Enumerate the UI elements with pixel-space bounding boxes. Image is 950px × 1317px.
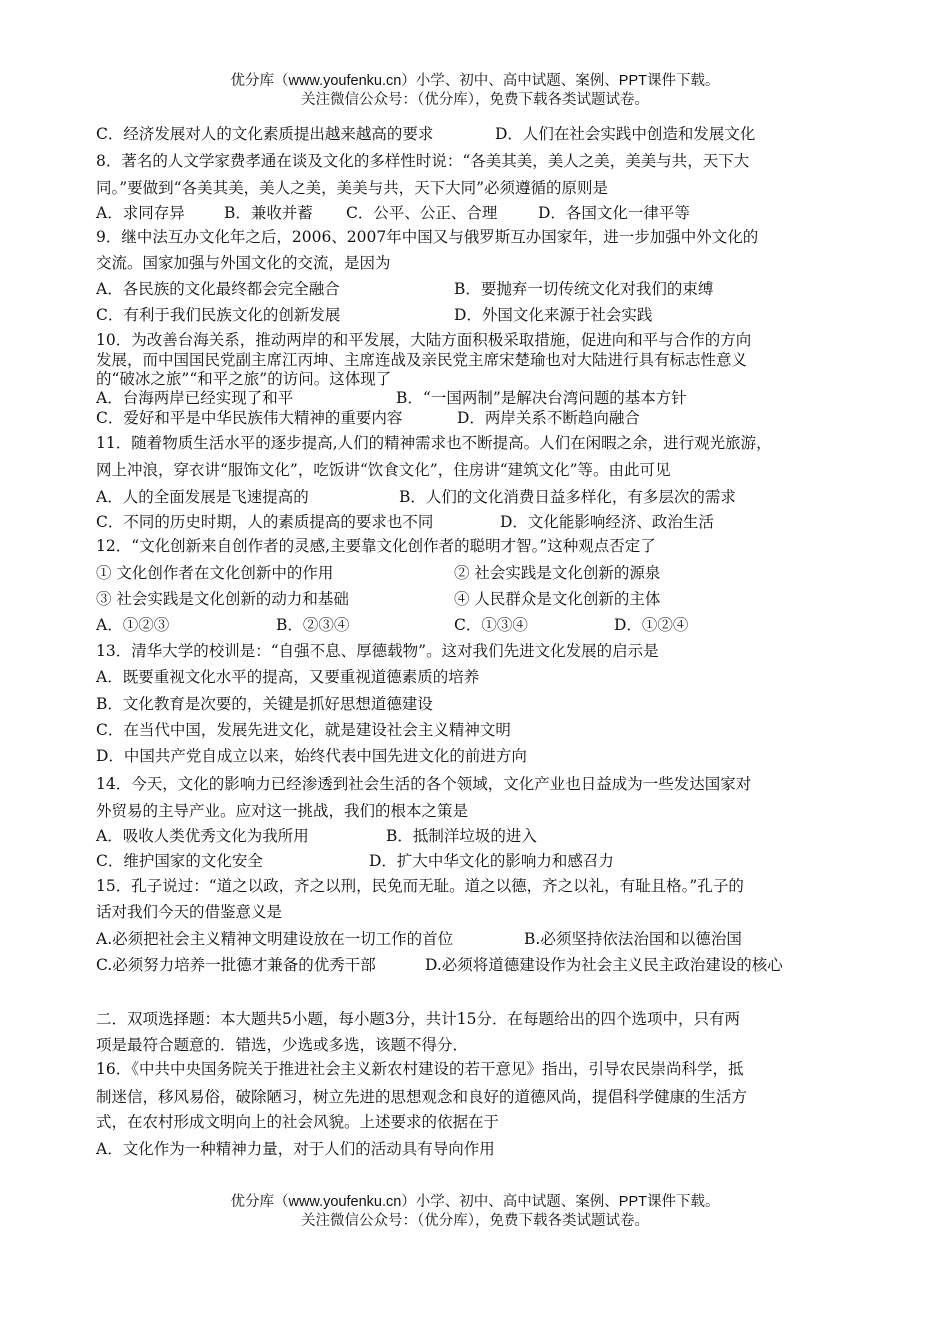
question-16: 16．《中共中央国务院关于推进社会主义新农村建设的若干意见》指出，引导农民崇尚科学，抵 <box>96 1060 744 1078</box>
header-line-2: 关注微信公众号：（优分库），免费下载各类试题试卷。 <box>301 92 649 108</box>
text-line <box>96 123 756 145</box>
options-row <box>96 304 653 326</box>
options-row <box>96 588 661 610</box>
text-line: 网上冲浪，穿衣讲“服饰文化”，吃饭讲“饮食文化”，住房讲“建筑文化”等。由此可见 <box>96 461 671 479</box>
text-line: 同。”要做到“各美其美，美人之美，美美与共，天下大同”必须遵循的原则是 <box>96 179 609 197</box>
option-d: D．中国共产党自成立以来，始终代表中国先进文化的前进方向 <box>96 747 527 765</box>
options-row <box>96 928 742 950</box>
question-9: 9．继中法互办文化年之后，2006、2007年中国又与俄罗斯互办国家年，进一步加强中外文化的 <box>96 228 759 246</box>
option-d: D．①②④ <box>614 616 689 634</box>
option-a: A．既要重视文化水平的提高，又要重视道德素质的培养 <box>96 668 480 686</box>
statement-2: ② 社会实践是文化创新的源泉 <box>454 564 661 582</box>
options-row <box>96 387 687 409</box>
options-row <box>96 614 689 636</box>
footer-line-2: 关注微信公众号：（优分库），免费下载各类试题试卷。 <box>301 1213 649 1229</box>
question-14: 14．今天，文化的影响力已经渗透到社会生活的各个领域，文化产业也日益成为一些发达国家对 <box>96 775 752 793</box>
options-row <box>96 407 640 429</box>
page-header <box>0 72 950 110</box>
option-d: D．各国文化一律平等 <box>538 204 690 222</box>
options-row <box>96 511 714 533</box>
option-c: C．公平、公正、合理 <box>346 204 498 222</box>
question-15: 15．孔子说过：“道之以政，齐之以刑，民免而无耻。道之以德，齐之以礼，有耻且格。”孔子的 <box>96 877 744 895</box>
options-row <box>96 825 537 847</box>
option-a: A．文化作为一种精神力量，对于人们的活动具有导向作用 <box>96 1140 495 1158</box>
option-d: D．外国文化来源于社会实践 <box>454 306 653 324</box>
options-row <box>96 954 783 976</box>
options-row <box>96 202 690 224</box>
option-b: B．兼收并蓄 <box>224 204 313 222</box>
text-line: 式，在农村形成文明向上的社会风貌。上述要求的依据在于 <box>96 1113 500 1131</box>
option-b: B．人们的文化消费日益多样化，有多层次的需求 <box>399 488 736 506</box>
statement-4: ④ 人民群众是文化创新的主体 <box>454 590 661 608</box>
option-d: D．文化能影响经济、政治生活 <box>500 513 714 531</box>
option-a: A．求同存异 <box>96 204 185 222</box>
option-a: A．人的全面发展是飞速提高的 <box>96 488 309 506</box>
option-c: C．爱好和平是中华民族伟大精神的重要内容 <box>96 409 403 427</box>
option-a: A．台海两岸已经实现了和平 <box>96 389 294 407</box>
text-line: 项是最符合题意的．错选，少选或多选，该题不得分． <box>96 1036 469 1054</box>
option-c: C.必须努力培养一批德才兼备的优秀干部 <box>96 956 376 974</box>
option-b: B．要抛弃一切传统文化对我们的束缚 <box>454 280 714 298</box>
statement-1: ① 文化创作者在文化创新中的作用 <box>96 564 334 582</box>
statement-3: ③ 社会实践是文化创新的动力和基础 <box>96 590 349 608</box>
option-a: A．吸收人类优秀文化为我所用 <box>96 827 309 845</box>
options-row <box>96 486 736 508</box>
option-c: C．①③④ <box>454 616 528 634</box>
question-10: 10．为改善台海关系，推动两岸的和平发展，大陆方面积极采取措施，促进向和平与合作的方向 <box>96 331 752 349</box>
option-c: C．在当代中国，发展先进文化，就是建设社会主义精神文明 <box>96 721 511 739</box>
text-line: 话对我们今天的借鉴意义是 <box>96 903 283 921</box>
option-a: A．各民族的文化最终都会完全融合 <box>96 280 340 298</box>
option-c: C．经济发展对人的文化素质提出越来越高的要求 <box>96 125 434 143</box>
text-line: 交流。国家加强与外国文化的交流，是因为 <box>96 254 391 272</box>
option-c: C．维护国家的文化安全 <box>96 852 263 870</box>
option-d: D．两岸关系不断趋向融合 <box>457 409 640 427</box>
option-b: B．文化教育是次要的，关键是抓好思想道德建设 <box>96 695 433 713</box>
footer-line-1: 优分库（www.youfenku.cn）小学、初中、高中试题、案例、PPT课件下载。 <box>230 1194 720 1210</box>
page-footer <box>0 1193 950 1231</box>
text-line: 外贸易的主导产业。应对这一挑战，我们的根本之策是 <box>96 802 469 820</box>
option-c: C．不同的历史时期，人的素质提高的要求也不同 <box>96 513 434 531</box>
option-b: B．“一国两制”是解决台湾问题的基本方针 <box>396 389 687 407</box>
option-a: A．①②③ <box>96 616 170 634</box>
question-8: 8．著名的人文学家费孝通在谈及文化的多样性时说：“各美其美，美人之美，美美与共，天下大 <box>96 152 750 170</box>
option-a: A.必须把社会主义精神文明建设放在一切工作的首位 <box>96 930 454 948</box>
option-b: B.必须坚持依法治国和以德治国 <box>524 930 742 948</box>
option-c: C．有利于我们民族文化的创新发展 <box>96 306 341 324</box>
options-row <box>96 278 714 300</box>
options-row <box>96 850 614 872</box>
question-12: 12．“文化创新来自创作者的灵感,主要靠文化创作者的聪明才智。”这种观点否定了 <box>96 537 656 555</box>
header-line-1: 优分库（www.youfenku.cn）小学、初中、高中试题、案例、PPT课件下载。 <box>230 73 720 89</box>
text-line: 发展，而中国国民党副主席江丙坤、主席连战及亲民党主席宋楚瑜也对大陆进行具有标志性意义 <box>96 351 748 369</box>
option-d: D．扩大中华文化的影响力和感召力 <box>369 852 614 870</box>
text-line: 制迷信，移风易俗，破除陋习，树立先进的思想观念和良好的道德风尚，提倡科学健康的生活方 <box>96 1088 748 1106</box>
option-b: B．②③④ <box>276 616 350 634</box>
option-d: D．人们在社会实践中创造和发展文化 <box>495 125 756 143</box>
text-line: 的“破冰之旅”“和平之旅”的访问。这体现了 <box>96 370 392 388</box>
question-11: 11．随着物质生活水平的逐步提高,人们的精神需求也不断提高。人们在闲暇之余，进行观光旅游， <box>96 434 772 452</box>
question-13: 13．清华大学的校训是：“自强不息、厚德载物”。这对我们先进文化发展的启示是 <box>96 642 659 660</box>
option-b: B．抵制洋垃圾的进入 <box>386 827 537 845</box>
options-row <box>96 562 661 584</box>
option-d: D.必须将道德建设作为社会主义民主政治建设的核心 <box>425 956 783 974</box>
section-heading: 二．双项选择题：本大题共5小题，每小题3分，共计15分．在每题给出的四个选项中，只有两 <box>96 1010 740 1028</box>
